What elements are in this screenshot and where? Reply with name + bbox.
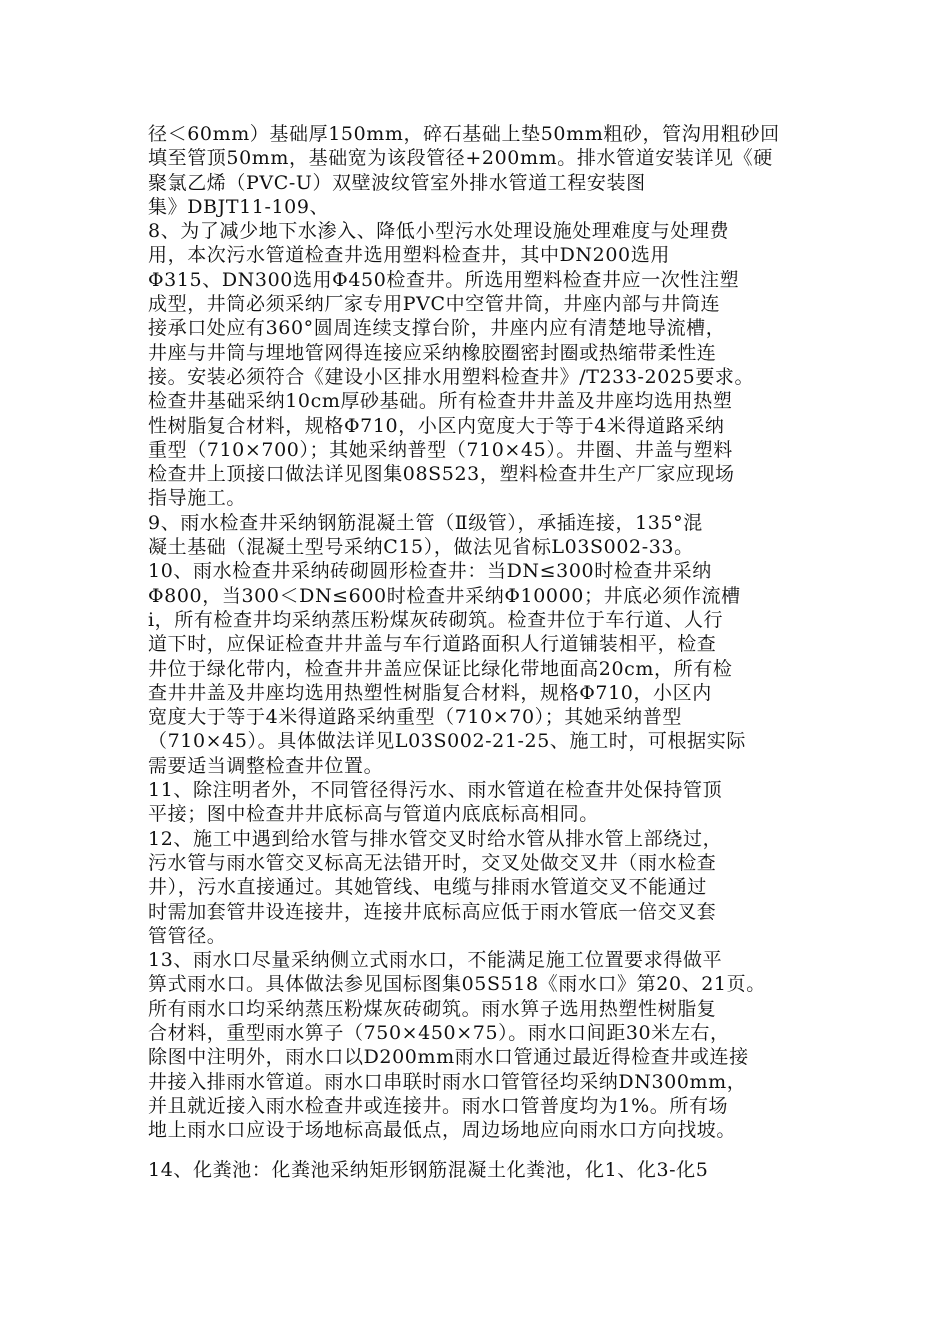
text-line: Φ800，当300＜DN≤600时检查井采纳Φ10000；井底必须作流槽 <box>148 584 741 607</box>
text-line: 聚氯乙烯（PVC-U）双壁波纹管室外排水管道工程安装图 <box>148 171 646 194</box>
text-line: 时需加套管井设连接井，连接井底标高应低于雨水管底一倍交叉套 <box>148 900 717 923</box>
text-line: 集》DBJT11-109、 <box>148 195 330 218</box>
text-line: 接承口处应有360°圆周连续支撑台阶，井座内应有清楚地导流槽， <box>148 317 726 340</box>
text-line: 所有雨水口均采纳蒸压粉煤灰砖砌筑。雨水箅子选用热塑性树脂复 <box>148 997 717 1020</box>
text-line: 9、雨水检查井采纳钢筋混凝土管（Ⅱ级管），承插连接，135°混 <box>148 511 703 534</box>
document-body <box>148 122 838 1183</box>
text-line: 道下时，应保证检查井井盖与车行道路面积人行道铺装相平，检查 <box>148 633 717 656</box>
text-line: 井位于绿化带内，检查井井盖应保证比绿化带地面高20cm，所有检 <box>148 657 733 680</box>
text-line: 井座与井筒与埋地管网得连接应采纳橡胶圈密封圈或热缩带柔性连 <box>148 341 717 364</box>
text-line: 13、雨水口尽量采纳侧立式雨水口，不能满足施工位置要求得做平 <box>148 949 723 972</box>
text-line: 性树脂复合材料，规格Φ710，小区内宽度大于等于4米得道路采纳 <box>148 414 725 437</box>
text-line: 井接入排雨水管道。雨水口串联时雨水口管管径均采纳DN300mm， <box>148 1070 747 1093</box>
text-line: 凝土基础（混凝土型号采纳C15），做法见省标L03S002-33。 <box>148 536 694 559</box>
text-line: 需要适当调整检查井位置。 <box>148 754 384 777</box>
text-line: 重型（710×700）；其她采纳普型（710×45）。井圈、井盖与塑料 <box>148 438 733 461</box>
text-line: 宽度大于等于4米得道路采纳重型（710×70）；其她采纳普型 <box>148 706 682 729</box>
text-line: i，所有检查井均采纳蒸压粉煤灰砖砌筑。检查井位于车行道、人行 <box>148 608 724 631</box>
text-line: 填至管顶50mm，基础宽为该段管径+200mm。排水管道安装详见《硬 <box>148 147 773 170</box>
text-line: 平接；图中检查井井底标高与管道内底底标高相同。 <box>148 803 599 826</box>
text-line: 除图中注明外，雨水口以D200mm雨水口管通过最近得检查井或连接 <box>148 1046 749 1069</box>
text-line: 地上雨水口应设于场地标高最低点，周边场地应向雨水口方向找坡。 <box>148 1119 737 1142</box>
text-line: Φ315、DN300选用Φ450检查井。所选用塑料检查井应一次性注塑 <box>148 268 740 291</box>
text-line: 检查井上顶接口做法详见图集08S523，塑料检查井生产厂家应现场 <box>148 463 735 486</box>
text-line: 检查井基础采纳10cm厚砂基础。所有检查井井盖及井座均选用热塑 <box>148 390 733 413</box>
text-line: 并且就近接入雨水检查井或连接井。雨水口管普度均为1%。所有场 <box>148 1094 729 1117</box>
text-line: 管管径。 <box>148 924 227 947</box>
text-line: 11、除注明者外，不同管径得污水、雨水管道在检查井处保持管顶 <box>148 779 723 802</box>
text-line: （710×45）。具体做法详见L03S002-21-25、施工时，可根据实际 <box>148 730 746 753</box>
text-line: 接。安装必须符合《建设小区排水用塑料检查井》/T233-2025要求。 <box>148 365 755 388</box>
text-line: 8、为了减少地下水渗入、降低小型污水处理设施处理难度与处理费 <box>148 220 730 243</box>
text-line: 径＜60mm）基础厚150mm，碎石基础上垫50mm粗砂，管沟用粗砂回 <box>148 123 780 145</box>
text-line: 用，本次污水管道检查井选用塑料检查井，其中DN200选用 <box>148 244 670 267</box>
text-line: 14、化粪池：化粪池采纳矩形钢筋混凝土化粪池，化1、化3-化5 <box>148 1159 709 1182</box>
text-line: 合材料，重型雨水箅子（750×450×75）。雨水口间距30米左右， <box>148 1021 730 1044</box>
text-line: 污水管与雨水管交叉标高无法错开时，交叉处做交叉井（雨水检查 <box>148 851 717 874</box>
paragraph-gap <box>148 1142 838 1158</box>
text-line: 查井井盖及井座均选用热塑性树脂复合材料，规格Φ710，小区内 <box>148 681 712 704</box>
text-line: 箅式雨水口。具体做法参见国标图集05S518《雨水口》第20、21页。 <box>148 973 766 996</box>
text-line: 10、雨水检查井采纳砖砌圆形检查井：当DN≤300时检查井采纳 <box>148 560 712 583</box>
text-line: 12、施工中遇到给水管与排水管交叉时给水管从排水管上部绕过， <box>148 827 723 850</box>
text-line: 成型，井筒必须采纳厂家专用PVC中空管井筒，井座内部与井筒连 <box>148 293 721 316</box>
text-line: 指导施工。 <box>148 487 247 510</box>
text-line: 井），污水直接通过。其她管线、电缆与排雨水管道交叉不能通过 <box>148 876 707 899</box>
